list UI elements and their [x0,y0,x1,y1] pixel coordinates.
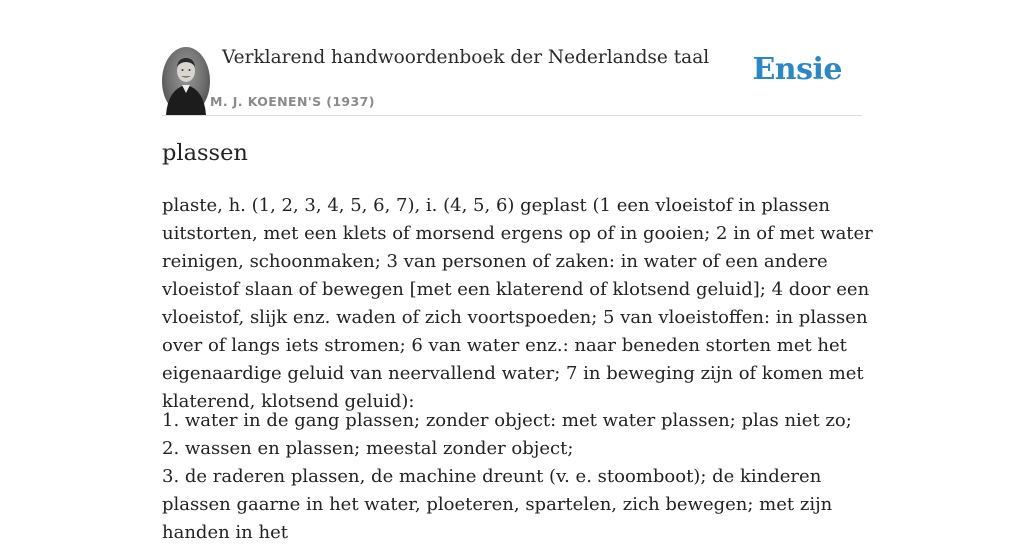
definition-text: plaste, h. (1, 2, 3, 4, 5, 6, 7), i. (4, 5, 6) geplast (1 een vloeistof in plassen uitstorten, met een klets of morsend ergens op of in gooien; 2 in of met water reinigen, schoonmaken; 3 van personen of zaken: in water of een andere vloeistof slaan of bewegen [met een klaterend of klotsend geluid]; 4 door een vloeistof, slijk enz. waden of zich voortspoeden; 5 van vloeistoffen: in plassen over of langs iets stromen; 6 van water enz.: naar beneden storten met het eigenaardige geluid van neervallend water; 7 in beweging zijn of komen met klaterend, klotsend geluid): [162,195,873,412]
example-item: 2. wassen en plassen; meestal zonder object; [162,438,574,459]
example-item: 3. de raderen plassen, de machine dreunt (v. e. stoomboot); de kinderen plassen gaarne in het water, ploeteren, spartelen, zich bewegen; met zijn handen in het [162,466,833,543]
book-header [162,0,862,116]
example-item: 1. water in de gang plassen; zonder object: met water plassen; plas niet zo; [162,410,852,431]
author-portrait-icon [162,47,210,115]
examples-list [162,407,874,547]
book-title[interactable]: Verklarend handwoordenboek der Nederlandse taal [222,47,710,68]
ensie-logo[interactable]: Ensie [752,52,842,87]
headword: plassen [162,140,248,166]
page-container [162,0,873,543]
author-label[interactable]: M. J. KOENEN'S (1937) [210,94,375,109]
